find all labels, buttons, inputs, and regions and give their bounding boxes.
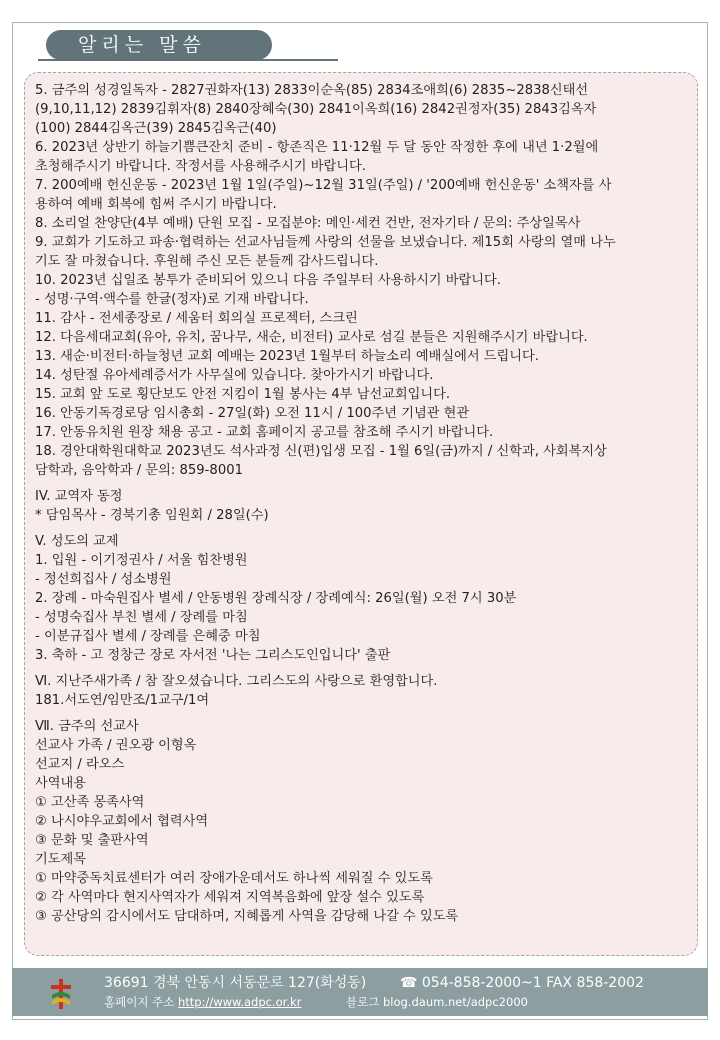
- announcement-line: 16. 안동기독경로당 임시총회 - 27일(화) 오전 11시 / 100주년 기념관 현관: [35, 406, 470, 421]
- announcement-line: 8. 소리얼 찬양단(4부 예배) 단원 모집 - 모집분야: 메인·세컨 건반, 전자기타 / 문의: 주상일목사: [35, 216, 581, 231]
- fellowship-section: [35, 532, 687, 665]
- announcement-line: 9. 교회가 기도하고 파송·협력하는 선교사님들께 사랑의 선물을 보냈습니다. 제15회 사랑의 열매 나누: [35, 235, 616, 250]
- announcement-line: 6. 2023년 상반기 하늘기쁨큰잔치 준비 - 항존직은 11·12월 두 달 동안 작정한 후에 내년 1·2월에: [35, 140, 599, 155]
- ministers-section: [35, 487, 687, 525]
- missionary-line: ③ 공산당의 감시에서도 담대하며, 지혜롭게 사역을 감당해 나갈 수 있도록: [35, 909, 459, 924]
- missionary-line: ② 각 사역마다 현지사역자가 세워져 지역복음화에 앞장 설수 있도록: [35, 890, 425, 905]
- announcement-line: 13. 새순·비전터·하늘청년 교회 예배는 2023년 1월부터 하늘소리 예배실에서 드립니다.: [35, 349, 539, 364]
- announcement-line: (100) 2844김옥근(39) 2845김옥근(40): [35, 121, 277, 136]
- church-logo-icon: [48, 978, 74, 1010]
- missionary-line: 사역내용: [35, 776, 86, 791]
- section-heading: Ⅶ. 금주의 선교사: [35, 719, 139, 734]
- missionary-line: ① 고산족 몽족사역: [35, 795, 145, 810]
- newcomers-section: [35, 672, 687, 710]
- section-title: 알리는 말씀: [46, 30, 272, 60]
- announcement-line: 17. 안동유치원 원장 채용 공고 - 교회 홈페이지 공고를 참조해 주시기 바랍니다.: [35, 425, 494, 440]
- missionary-line: 선교지 / 라오스: [35, 757, 125, 772]
- announcement-line: 초청해주시기 바랍니다. 작정서를 사용해주시기 바랍니다.: [35, 159, 366, 174]
- fellowship-line: 3. 축하 - 고 정창근 장로 자서전 '나는 그리스도인입니다' 출판: [35, 648, 391, 663]
- footer-bar: [12, 968, 708, 1016]
- fellowship-line: - 이분규집사 별세 / 장례를 은혜중 마침: [35, 629, 261, 644]
- missionary-section: [35, 717, 687, 926]
- announcement-box: [24, 72, 698, 956]
- announcement-line: 18. 경안대학원대학교 2023년도 석사과정 신(편)입생 모집 - 1월 6일(금)까지 / 신학과, 사회복지상: [35, 444, 607, 459]
- missionary-line: ① 마약중독치료센터가 여러 장애가운데서도 하나씩 세워질 수 있도록: [35, 871, 433, 886]
- homepage-label: 홈페이지 주소: [104, 995, 175, 1009]
- title-underline: [38, 59, 338, 61]
- missionary-line: 선교사 가족 / 권오광 이형옥: [35, 738, 197, 753]
- announcement-line: 12. 다음세대교회(유아, 유치, 꿈나무, 새순, 비전터) 교사로 섬길 분들은 지원해주시기 바랍니다.: [35, 330, 588, 345]
- section-heading: IV. 교역자 동정: [35, 489, 123, 504]
- fellowship-line: 2. 장례 - 마숙원집사 별세 / 안동병원 장례식장 / 장례예식: 26일(월) 오전 7시 30분: [35, 591, 517, 606]
- missionary-line: 기도제목: [35, 852, 86, 867]
- announcement-line: - 성명·구역·액수를 한글(정자)로 기재 바랍니다.: [35, 292, 309, 307]
- section-heading: V. 성도의 교제: [35, 534, 119, 549]
- blog-address: blog.daum.net/adpc2000: [382, 995, 528, 1009]
- footer-address: 36691 경북 안동시 서동문로 127(화성동): [104, 975, 367, 991]
- announcement-line: 담학과, 음악학과 / 문의: 859-8001: [35, 463, 243, 478]
- fellowship-line: 1. 입원 - 이기정권사 / 서울 힘찬병원: [35, 553, 248, 568]
- announcement-line: 14. 성탄절 유아세례증서가 사무실에 있습니다. 찾아가시기 바랍니다.: [35, 368, 434, 383]
- fellowship-line: - 정선희집사 / 성소병원: [35, 572, 172, 587]
- newcomer-line: 181.서도연/임만조/1교구/1여: [35, 693, 210, 708]
- footer-blog: [346, 994, 528, 1010]
- footer-homepage: [104, 994, 301, 1010]
- announcements-list: [35, 81, 687, 480]
- announcement-line: (9,10,11,12) 2839김휘자(8) 2840장혜숙(30) 2841이옥희(16) 2842권정자(35) 2843김옥자: [35, 102, 597, 117]
- missionary-line: ② 나시야우교회에서 협력사역: [35, 814, 209, 829]
- section-heading: Ⅵ. 지난주새가족 / 참 잘오셨습니다. 그리스도의 사랑으로 환영합니다.: [35, 674, 438, 689]
- announcement-line: 10. 2023년 십일조 봉투가 준비되어 있으니 다음 주일부터 사용하시기 바랍니다.: [35, 273, 501, 288]
- homepage-link[interactable]: http://www.adpc.or.kr: [177, 995, 302, 1009]
- announcement-line: 15. 교회 앞 도로 횡단보도 안전 지킴이 1월 봉사는 4부 남선교회입니다.: [35, 387, 451, 402]
- announcement-line: 용하여 예배 회복에 힘써 주시기 바랍니다.: [35, 197, 277, 212]
- blog-label: 블로그: [346, 995, 380, 1009]
- minister-line: * 담임목사 - 경북기총 임원회 / 28일(수): [35, 508, 269, 523]
- missionary-line: ③ 문화 및 출판사역: [35, 833, 149, 848]
- announcement-line: 5. 금주의 성경일독자 - 2827권화자(13) 2833이순옥(85) 2834조애희(6) 2835~2838신태선: [35, 83, 589, 98]
- footer-phone: ☎ 054-858-2000~1 FAX 858-2002: [400, 975, 644, 991]
- fellowship-line: - 성명숙집사 부친 별세 / 장례를 마침: [35, 610, 248, 625]
- announcement-line: 7. 200예배 헌신운동 - 2023년 1월 1일(주일)~12월 31일(주일) / '200예배 헌신운동' 소책자를 사: [35, 178, 612, 193]
- announcement-line: 11. 감사 - 전세종장로 / 세움터 회의실 프로젝터, 스크린: [35, 311, 358, 326]
- announcement-line: 기도 잘 마쳤습니다. 후원해 주신 모든 분들께 감사드립니다.: [35, 254, 379, 269]
